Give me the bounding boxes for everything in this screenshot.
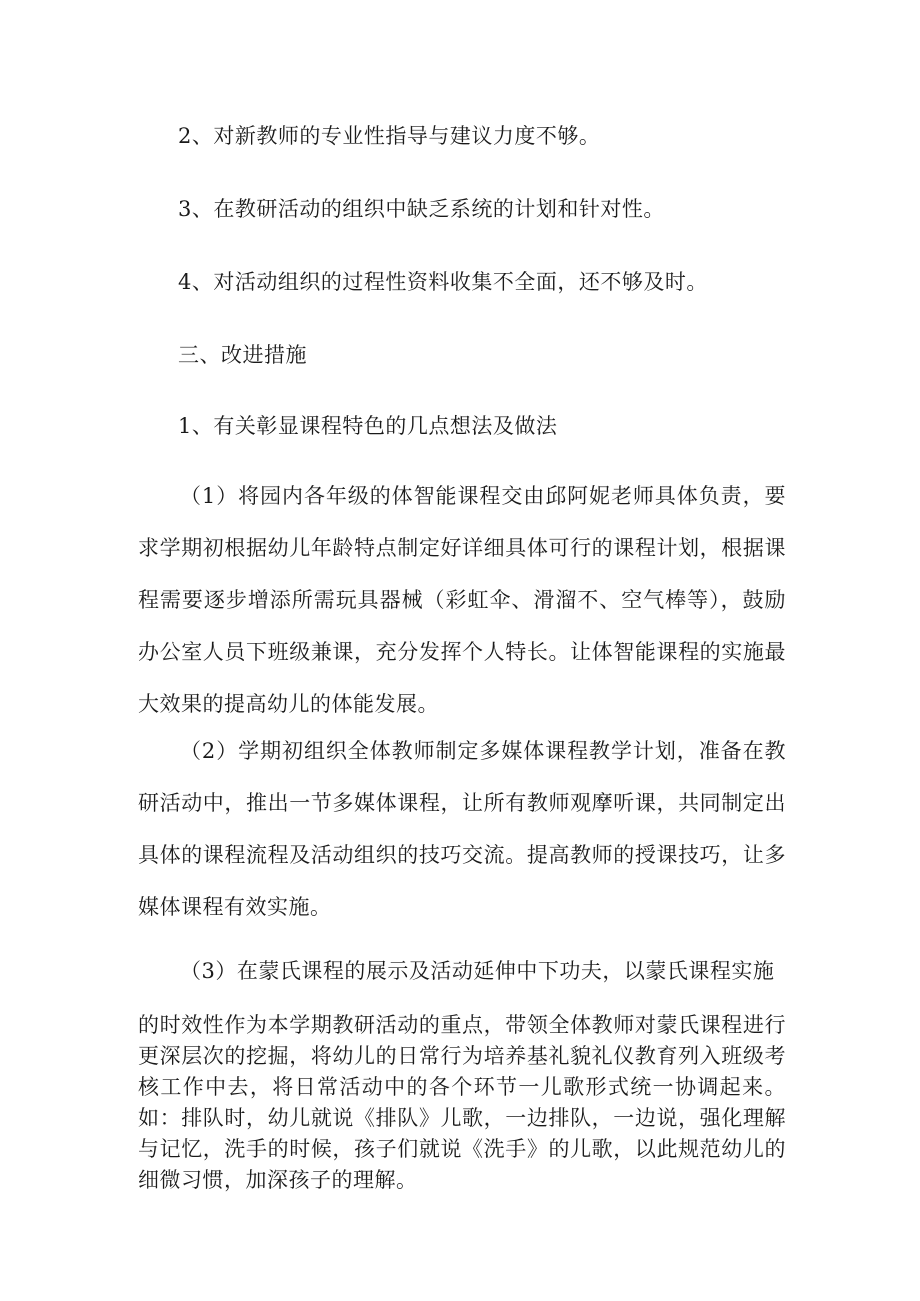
paragraph-3-body: 的时效性作为本学期教研活动的重点，带领全体教师对蒙氏课程进行更深层次的挖掘，将幼儿的日常行为培养基礼貌礼仪教育列入班级考核工作中去，将日常活动中的各个环节一儿歌形式统一协调起来。如：排队时，幼儿就说《排队》儿歌，一边排队，一边说，强化理解与记忆，洗手的时候，孩子们就说《洗手》的儿歌，以此规范幼儿的细微习惯，加深孩子的理解。 — [138, 1013, 786, 1192]
list-item-4: 4、对活动组织的过程性资料收集不全面，还不够及时。 — [178, 270, 708, 294]
paragraph-3-first-line: （3）在蒙氏课程的展示及活动延伸中下功夫，以蒙氏课程实施 — [180, 959, 775, 983]
sub-heading: 1、有关彰显课程特色的几点想法及做法 — [178, 414, 558, 438]
list-item-2: 2、对新教师的专业性指导与建议力度不够。 — [178, 124, 601, 148]
paragraph-1: （1）将园内各年级的体智能课程交由邱阿妮老师具体负责，要求学期初根据幼儿年龄特点制定好详细具体可行的课程计划，根据课程需要逐步增添所需玩具器械（彩虹伞、滑溜不、空气棒等），鼓励办公室人员下班级兼课，充分发挥个人特长。让体智能课程的实施最大效果的提高幼儿的体能发展。 — [138, 484, 786, 716]
paragraph-2: （2）学期初组织全体教师制定多媒体课程教学计划，准备在教研活动中，推出一节多媒体课程，让所有教师观摩听课，共同制定出具体的课程流程及活动组织的技巧交流。提高教师的授课技巧，让多媒体课程有效实施。 — [138, 739, 786, 919]
list-item-3: 3、在教研活动的组织中缺乏系统的计划和针对性。 — [178, 197, 665, 221]
section-heading: 三、改进措施 — [178, 343, 307, 367]
